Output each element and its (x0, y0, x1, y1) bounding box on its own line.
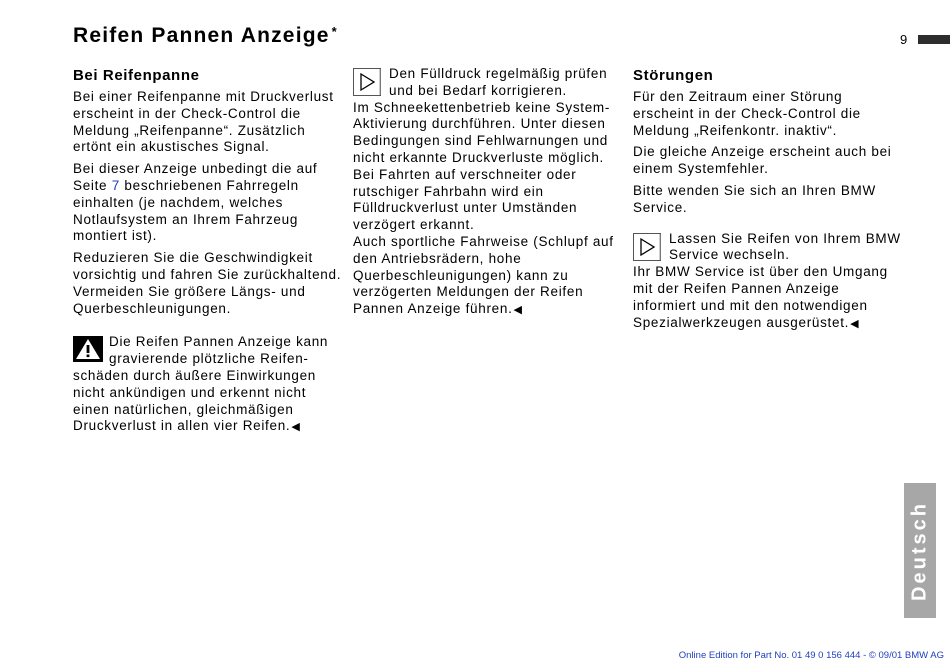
warning-icon (73, 336, 103, 367)
end-mark-icon: ◀ (850, 317, 860, 330)
note-arrow-icon (353, 68, 381, 101)
paragraph-fahrregeln-end: beschriebenen Fahrregeln einhalten (je nachdem, welches Notlaufsystem an Ihrem Fahrzeug montiert ist). (73, 177, 299, 244)
page-title (73, 24, 337, 48)
note-arrow-icon (633, 233, 661, 266)
paragraph-reifenpanne-message: Bei einer Reifenpanne mit Druckverlust erscheint in der Check-Control die Meldung „Reifenpanne“. Zusätzlich ertönt ein akustisches Signal. (73, 89, 334, 155)
column-reifenpanne (73, 66, 345, 436)
warning-note (73, 334, 345, 436)
paragraph-systemfehler: Die gleiche Anzeige erscheint auch bei einem Systemfehler. (633, 144, 892, 177)
footer-edition-note: Online Edition for Part No. 01 49 0 156 444 - © 09/01 BMW AG (678, 650, 944, 661)
page-number: 9 (900, 32, 908, 47)
column-stoerungen (633, 66, 905, 332)
service-note-text-rest: Ihr BMW Service ist über den Umgang mit der Reifen Pannen Anzeige informiert und mit den notwendigen Spezialwerkzeugen ausgerüstet. (633, 264, 888, 330)
language-side-tab (904, 483, 936, 618)
page-title-text: Reifen Pannen Anzeige (73, 24, 330, 47)
paragraph-geschwindigkeit: Reduzieren Sie die Geschwindigkeit vorsichtig und fahren Sie zurückhaltend. Vermeiden Sie größere Längs- und Querbeschleunigungen. (73, 250, 342, 316)
heading-stoerungen: Störungen (633, 67, 714, 84)
paragraph-stoerung-message: Für den Zeitraum einer Störung erscheint in der Check-Control die Meldung „Reifenkontr. inaktiv“. (633, 89, 861, 138)
fuelldruck-note (353, 66, 625, 100)
warning-text (73, 368, 345, 436)
page-number-bar (918, 35, 950, 44)
end-mark-icon: ◀ (513, 304, 523, 317)
title-footnote-mark: * (331, 24, 337, 39)
note-line-2: Service wechseln. (669, 247, 790, 263)
language-label: Deutsch (908, 500, 931, 601)
paragraph-sportliche-fahrweise (353, 234, 625, 319)
column-hinweise (353, 66, 625, 319)
heading-bei-reifenpanne: Bei Reifenpanne (73, 67, 200, 84)
note-line-1: Lassen Sie Reifen von Ihrem BMW (669, 230, 901, 246)
paragraph-bmw-service: Bitte wenden Sie sich an Ihren BMW Service. (633, 182, 876, 215)
note-line-2: und bei Bedarf korrigieren. (389, 82, 567, 98)
end-mark-icon: ◀ (291, 421, 301, 434)
service-note (633, 231, 905, 333)
note-line-1: Den Fülldruck regelmäßig prüfen (389, 66, 608, 81)
paragraph-verschneite-fahrbahn: Bei Fahrten auf verschneiter oder rutschiger Fahrbahn wird ein Fülldruckverlust unter Umständen verzögert erkannt. (353, 166, 578, 233)
warning-line-2: gravierende plötzliche Reifen- (109, 351, 309, 367)
warning-text-rest: schäden durch äußere Einwirkungen nicht ankündigen und erkennt nicht einen natürlichen, gleichmäßigen Druckverlust in allen vier Reifen. (73, 367, 316, 434)
paragraph-schneeketten: Im Schneekettenbetrieb keine System-Aktivierung durchführen. Unter diesen Bedingungen sind Fehlwarnungen und nicht erkannte Druckverluste möglich. (353, 99, 611, 165)
page-reference-link[interactable]: 7 (111, 177, 120, 193)
warning-line-1: Die Reifen Pannen Anzeige kann (109, 334, 329, 350)
paragraph-fahrregeln-start: Bei dieser Anzeige unbedingt die auf Seite (73, 161, 318, 193)
paragraph-fahrregeln (73, 161, 345, 245)
service-note-text (633, 264, 905, 332)
paragraph-sportliche-fahrweise-text: Auch sportliche Fahrweise (Schlupf auf den Antriebsrädern, hohe Querbeschleunigungen) kann zu verzögerten Meldungen der Reifen Pannen Anzeige führen. (353, 233, 614, 317)
